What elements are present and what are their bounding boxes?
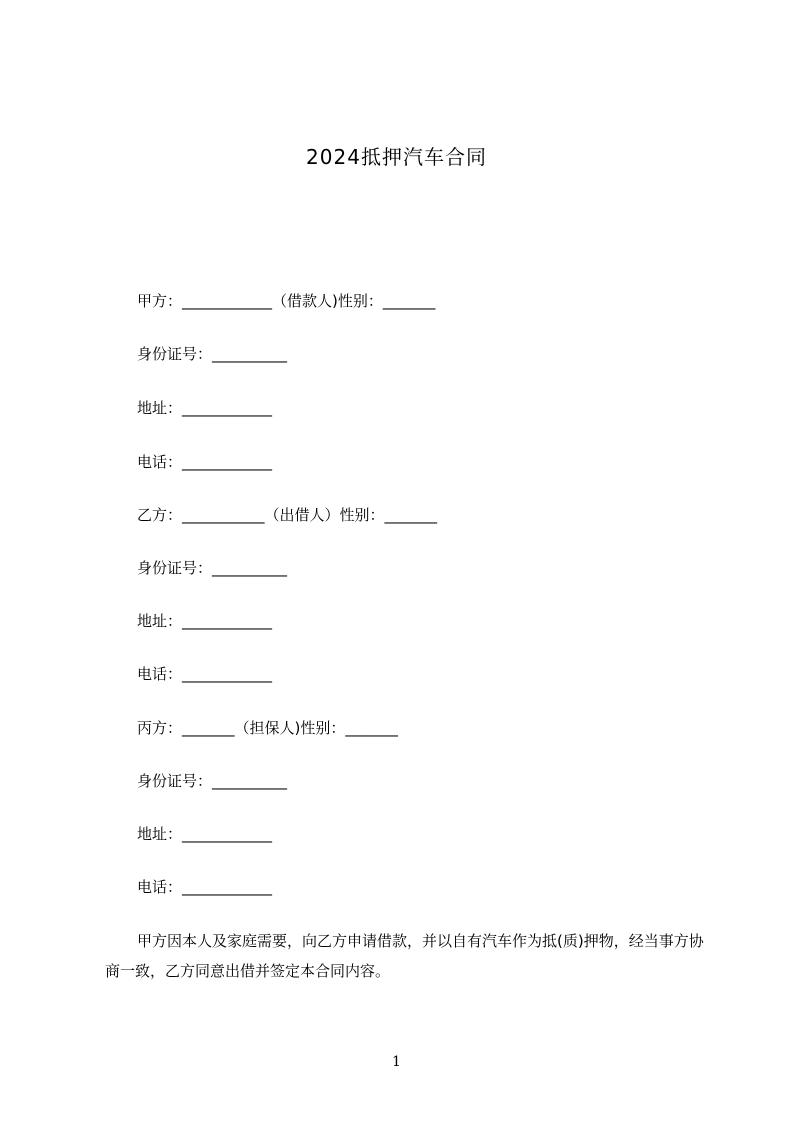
party-c-address: 地址：____________	[137, 825, 273, 843]
party-a-phone: 电话：____________	[137, 453, 273, 471]
page-number: 1	[392, 1054, 401, 1070]
party-b-address: 地址：____________	[137, 612, 273, 630]
document-title: 2024抵押汽车合同	[306, 145, 487, 169]
party-b-line: 乙方：___________（出借人）性别：_______	[137, 506, 438, 524]
party-b-phone: 电话：____________	[137, 665, 273, 683]
party-a-id: 身份证号：__________	[137, 345, 288, 363]
party-a-address: 地址：____________	[137, 399, 273, 417]
body-paragraph: 甲方因本人及家庭需要，向乙方申请借款，并以自有汽车作为抵(质)押物，经当事方协商一致，乙方同意出借并签定本合同内容。	[105, 932, 704, 980]
party-a-line: 甲方：____________（借款人)性别：_______	[137, 292, 436, 310]
party-c-id: 身份证号：__________	[137, 772, 288, 790]
party-b-id: 身份证号：__________	[137, 559, 288, 577]
party-c-phone: 电话：____________	[137, 878, 273, 896]
party-c-line: 丙方：_______（担保人)性别：_______	[137, 719, 398, 737]
